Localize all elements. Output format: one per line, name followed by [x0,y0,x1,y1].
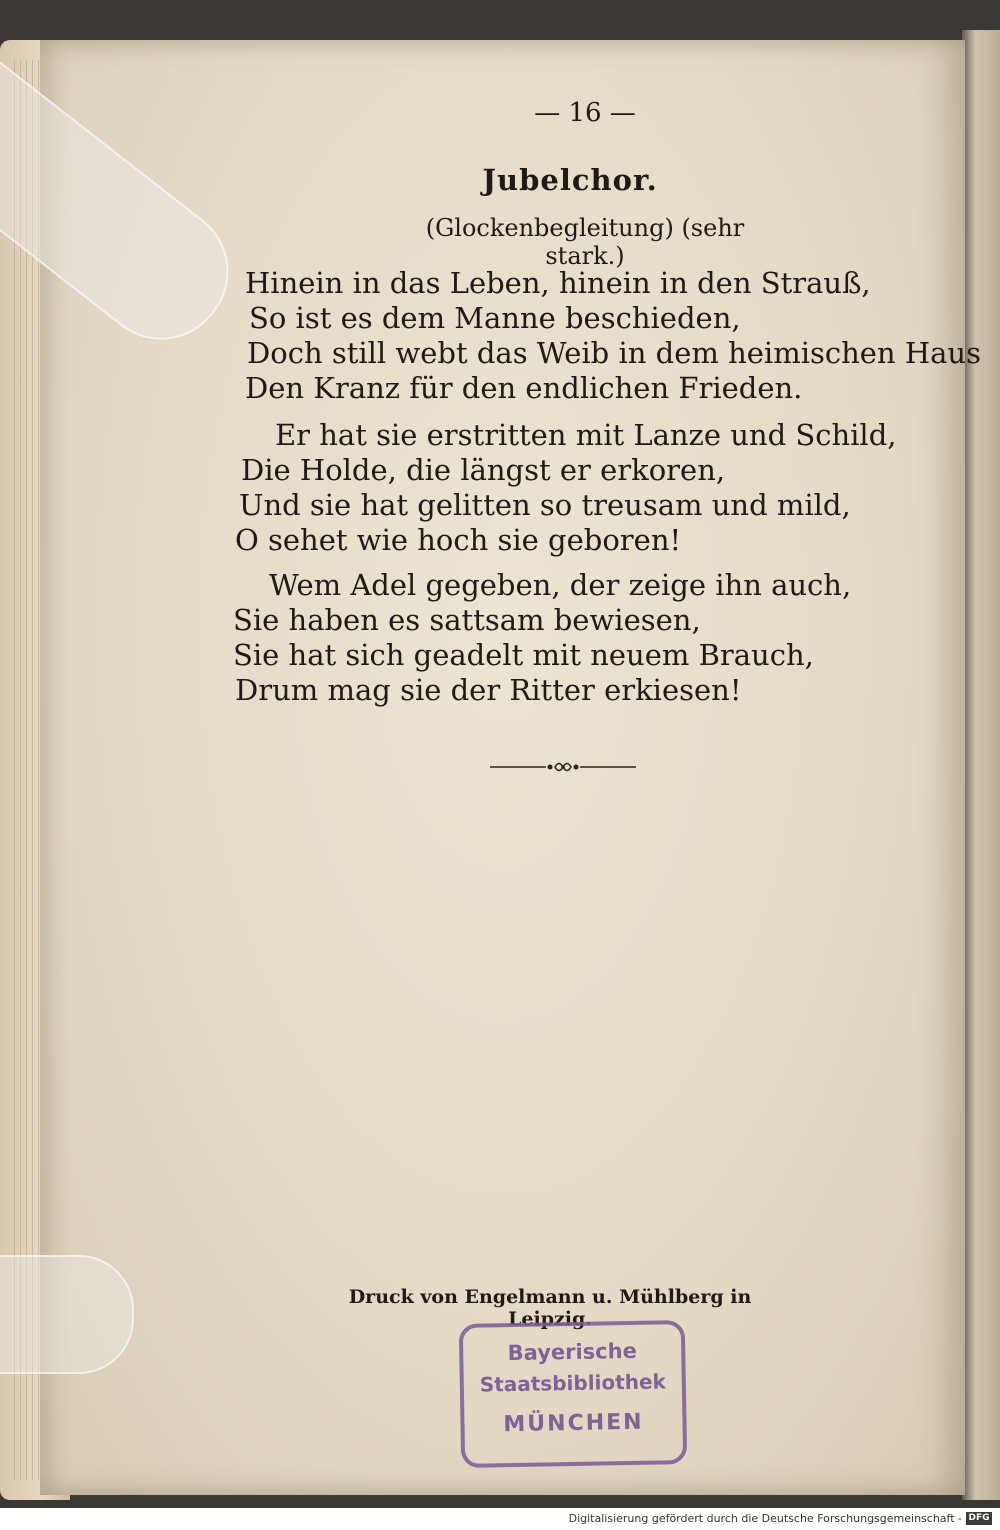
verse-line: Sie haben es sattsam bewiesen, [233,603,701,637]
verse-line: Drum mag sie der Ritter erkiesen! [235,673,742,707]
stamp-line: Staatsbibliothek [479,1369,667,1397]
dfg-logo-icon: DFG [966,1512,992,1525]
footer-bar [0,1508,1000,1530]
funding-notice: Digitalisierung gefördert durch die Deutsche Forschungsgemeinschaft - [568,1512,962,1525]
stamp-line: MÜNCHEN [503,1409,644,1438]
verse-line: Den Kranz für den endlichen Frieden. [245,371,803,405]
printer-imprint: Druck von Engelmann u. Mühlberg in Leipzig. [348,1286,752,1330]
verse-line: Er hat sie erstritten mit Lanze und Schild, [275,418,897,452]
page-number: — 16 — [534,98,636,128]
verse-line: O sehet wie hoch sie geboren! [235,523,682,557]
verse-line: Doch still webt das Weib in dem heimischen Haus [247,336,981,370]
stanza-3 [233,568,851,708]
ornament-divider-icon [488,757,638,777]
stamp-line: Bayerische [507,1338,638,1366]
page-subtitle: (Glockenbegleitung) (sehr stark.) [425,214,745,270]
verse-line: Wem Adel gegeben, der zeige ihn auch, [269,568,852,602]
glass-clip-bottom [0,1255,134,1374]
right-book-edge [962,30,1000,1500]
verse-line: Die Holde, die längst er erkoren, [241,453,726,487]
page-title: Jubelchor. [482,163,658,197]
stanza-2 [235,418,896,558]
verse-line: Hinein in das Leben, hinein in den Strauß, [245,266,871,300]
stanza-1 [245,266,981,406]
verse-line: So ist es dem Manne beschieden, [249,301,741,335]
verse-line: Und sie hat gelitten so treusam und mild, [239,488,851,522]
verse-line: Sie hat sich geadelt mit neuem Brauch, [233,638,814,672]
library-stamp [459,1320,687,1468]
